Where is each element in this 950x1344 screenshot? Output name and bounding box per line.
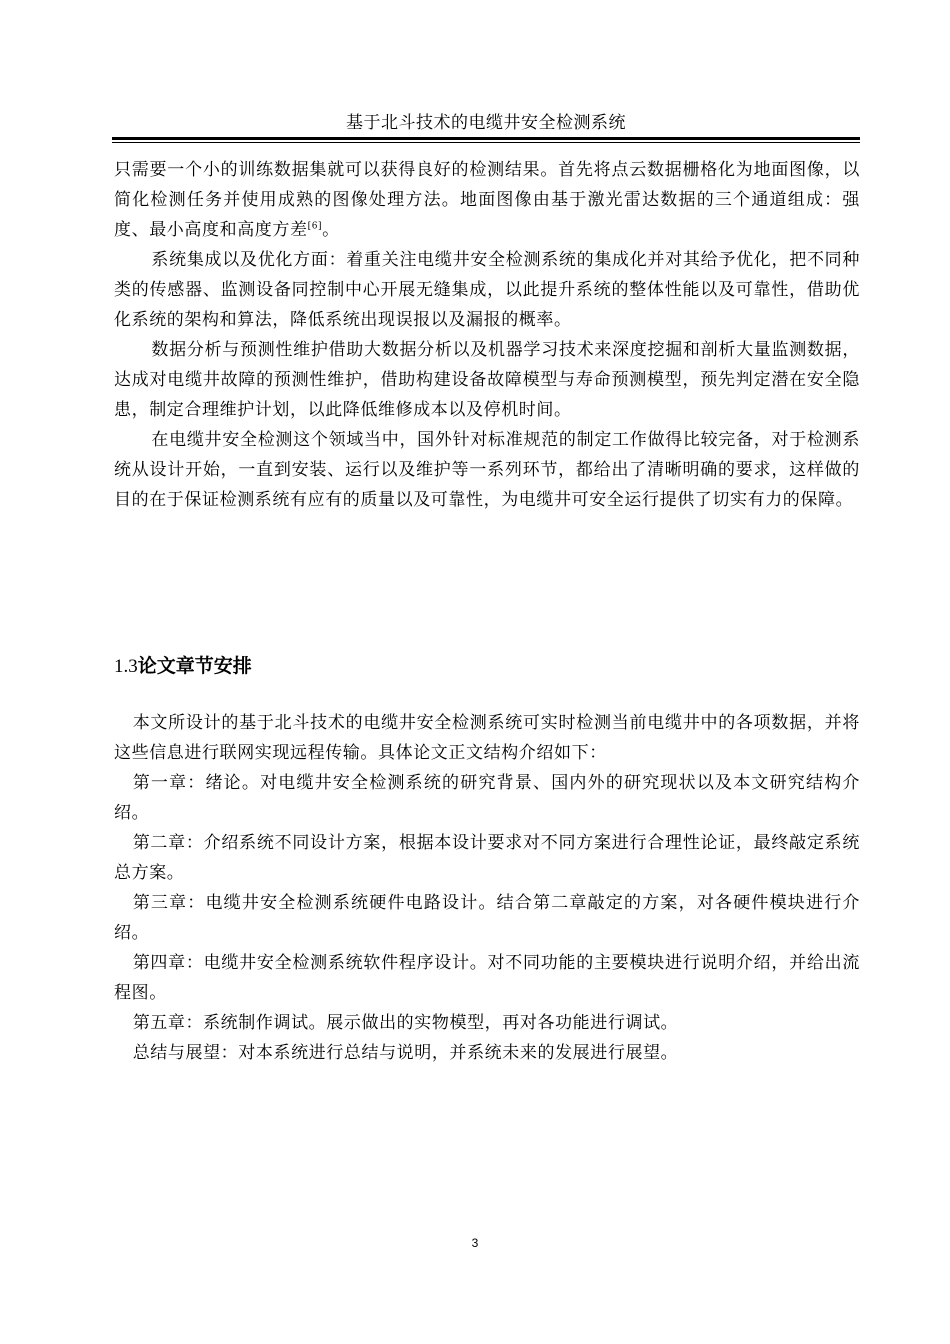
chapter-item: 第五章：系统制作调试。展示做出的实物模型，再对各功能进行调试。: [132, 1013, 679, 1033]
running-header: 基于北斗技术的电缆井安全检测系统: [346, 113, 626, 133]
section-heading: [114, 652, 252, 681]
paragraph-system-integration: 系统集成以及优化方面：着重关注电缆井安全检测系统的集成化并对其给予优化，把不同种类的传感器、监测设备同控制中心开展无缝集成，以此提升系统的整体性能以及可靠性，借助优化系统的架构和算法，降低系统出现误报以及漏报的概率。: [114, 250, 860, 330]
paragraph-continued: [114, 155, 860, 245]
header-rule-thin: [112, 142, 860, 143]
section-title: 论文章节安排: [137, 655, 252, 677]
section-number: 1.3: [114, 656, 138, 677]
header-rule-thick: [112, 137, 860, 140]
paragraph-intro: 本文所设计的基于北斗技术的电缆井安全检测系统可实时检测当前电缆井中的各项数据，并将这些信息进行联网实现远程传输。具体论文正文结构介绍如下：: [114, 713, 860, 763]
page-number: 3: [471, 1236, 479, 1250]
paragraph-text: 只需要一个小的训练数据集就可以获得良好的检测结果。首先将点云数据栅格化为地面图像，以简化检测任务并使用成熟的图像处理方法。地面图像由基于激光雷达数据的三个通道组成：强度、最小高度和高度方差: [114, 160, 860, 240]
chapter-item: 第四章：电缆井安全检测系统软件程序设计。对不同功能的主要模块进行说明介绍，并给出流程图。: [114, 953, 860, 1003]
paragraph-standards: 在电缆井安全检测这个领域当中，国外针对标准规范的制定工作做得比较完备，对于检测系统从设计开始，一直到安装、运行以及维护等一系列环节，都给出了清晰明确的要求，这样做的目的在于保证检测系统有应有的质量以及可靠性，为电缆井可安全运行提供了切实有力的保障。: [114, 430, 860, 510]
paragraph-data-analysis: 数据分析与预测性维护借助大数据分析以及机器学习技术来深度挖掘和剖析大量监测数据，达成对电缆井故障的预测性维护，借助构建设备故障模型与寿命预测模型，预先判定潜在安全隐患，制定合理维护计划，以此降低维修成本以及停机时间。: [114, 340, 860, 420]
chapter-item: 总结与展望：对本系统进行总结与说明，并系统未来的发展进行展望。: [132, 1043, 679, 1063]
paragraph-end: 。: [322, 220, 340, 240]
citation-ref: [6]: [307, 221, 323, 232]
body-upper: [114, 155, 860, 515]
chapter-item: 第三章：电缆井安全检测系统硬件电路设计。结合第二章敲定的方案，对各硬件模块进行介绍。: [114, 893, 860, 943]
chapter-item: 第二章：介绍系统不同设计方案，根据本设计要求对不同方案进行合理性论证，最终敲定系统总方案。: [114, 833, 860, 883]
body-lower: [114, 708, 860, 1068]
chapter-item: 第一章：绪论。对电缆井安全检测系统的研究背景、国内外的研究现状以及本文研究结构介绍。: [114, 773, 860, 823]
